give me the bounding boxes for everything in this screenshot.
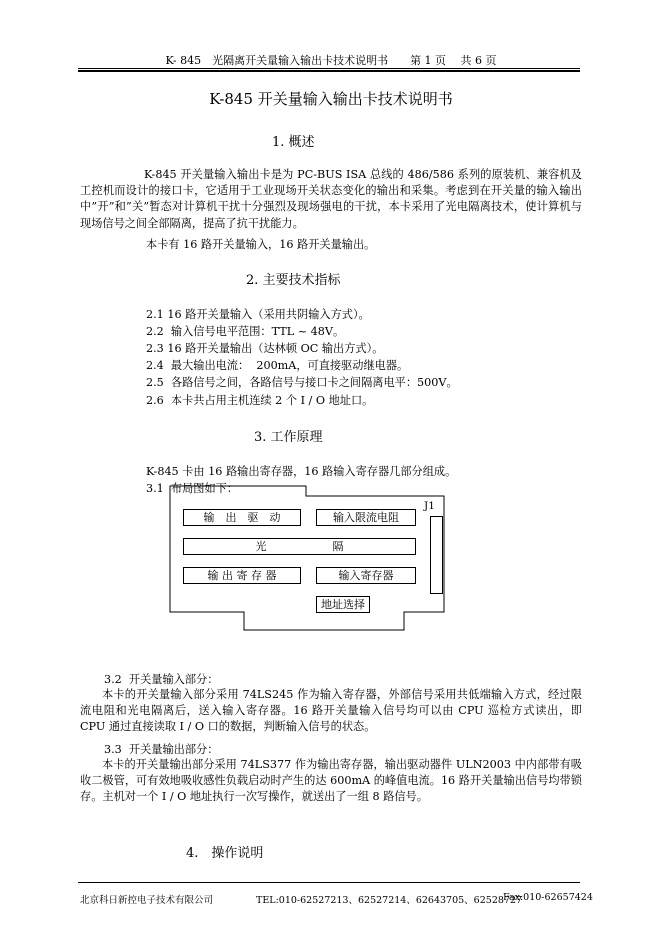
footer-rule: [78, 882, 580, 883]
input-section-heading: 3.2 开关量输入部分：: [104, 673, 219, 686]
output-register-block: 输 出 寄 存 器: [183, 567, 301, 584]
j1-label: J1: [424, 500, 435, 512]
overview-summary: 本卡有 16 路开关量输入，16 路开关量输出。: [146, 238, 376, 251]
optocoupler-block: 光 隔: [183, 538, 416, 555]
principle-intro: K-845 卡由 16 路输出寄存器，16 路输入寄存器几部分组成。: [146, 465, 457, 478]
output-section-heading: 3.3 开关量输出部分：: [104, 743, 219, 756]
document-title: K-845 开关量输入输出卡技术说明书: [209, 90, 453, 108]
page-header: K- 845 光隔离开关量输入输出卡技术说明书 第 1 页 共 6 页: [165, 54, 497, 67]
input-limit-resistor-block: 输入限流电阻: [316, 509, 416, 526]
spec-item: 2.2 输入信号电平范围：TTL ~ 48V。: [146, 325, 345, 338]
section-heading-operation: 4. 操作说明: [186, 846, 264, 861]
overview-paragraph: K-845 开关量输入输出卡是为 PC-BUS ISA 总线的 486/586 系列的原装机、兼容机及工控机而设计的接口卡，它适用于工业现场开关状态变化的输出和采集。考虑到在开关量的输入输出中”开”和”关”暂态对计算机干扰十分强烈及现场强电的干扰，本卡采用了光电隔离技术，使计算机与现场信号之间全部隔离，提高了抗干扰能力。: [80, 168, 582, 230]
spec-item: 2.1 16 路开关量输入（采用共阴输入方式）。: [146, 308, 370, 321]
output-driver-block: 输 出 驱 动: [183, 509, 301, 526]
spec-item: 2.4 最大输出电流： 200mA，可直接驱动继电器。: [146, 359, 409, 372]
section-heading-principle: 3. 工作原理: [254, 430, 323, 445]
address-select-block: 地址选择: [316, 596, 370, 613]
j1-connector: [430, 516, 443, 594]
output-section-text: 本卡的开关量输出部分采用 74LS377 作为输出寄存器，输出驱动器件 ULN2003 中内部带有吸收二极管，可有效地吸收感性负载启动时产生的达 600mA 的峰值电流。16 路开关量输出信号均带锁存。主机对一个 I / O 地址执行一次写操作，就送出了一组 8 路信号。: [80, 758, 582, 804]
spec-item: 2.3 16 路开关量输出（达林顿 OC 输出方式）。: [146, 342, 384, 355]
spec-item: 2.5 各路信号之间，各路信号与接口卡之间隔离电平：500V。: [146, 376, 458, 389]
layout-caption: 3.1 布局图如下：: [146, 482, 239, 495]
section-heading-specs: 2. 主要技术指标: [246, 273, 341, 288]
input-register-block: 输入寄存器: [316, 567, 416, 584]
footer-company: 北京科日新控电子技术有限公司: [80, 895, 214, 906]
input-section-text: 本卡的开关量输入部分采用 74LS245 作为输入寄存器，外部信号采用共低端输入方式，经过限流电阻和光电隔离后，送入输入寄存器。16 路开关量输入信号均可以由 CPU 巡检方式读出，即 CPU 通过直接读取 I / O 口的数据，判断输入信号的状态。: [80, 688, 582, 734]
footer-fax: Fax:010-62657424: [503, 892, 593, 903]
section-heading-overview: 1. 概述: [272, 135, 315, 150]
footer-tel: TEL:010-62527213、62527214、62643705、62528727: [256, 895, 523, 906]
spec-item: 2.6 本卡共占用主机连续 2 个 I / O 地址口。: [146, 394, 374, 407]
